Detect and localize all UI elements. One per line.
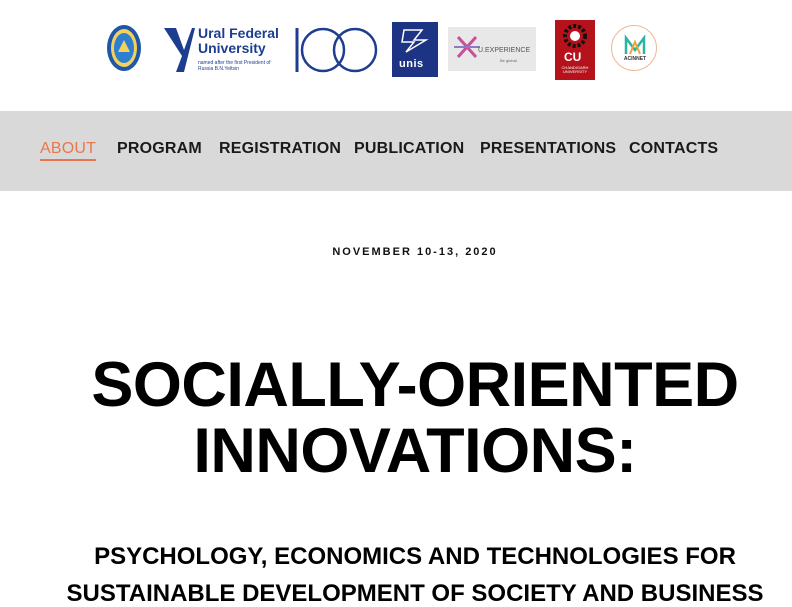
subtitle-line-2: SUSTAINABLE DEVELOPMENT OF SOCIETY AND BUSINESS bbox=[66, 580, 764, 607]
page-title bbox=[0, 352, 792, 484]
urfu-logo bbox=[162, 26, 280, 76]
nav-item-registration[interactable]: REGISTRATION bbox=[219, 140, 342, 157]
title-line-1: SOCIALLY-ORIENTED bbox=[91, 350, 739, 420]
logo-bar bbox=[0, 0, 792, 111]
subtitle-line-1: PSYCHOLOGY, ECONOMICS AND TECHNOLOGIES FOR bbox=[94, 543, 736, 570]
urfu-100-logo bbox=[293, 24, 383, 76]
nav-item-about[interactable]: ABOUT bbox=[40, 140, 96, 161]
nav-item-contacts[interactable]: CONTACTS bbox=[629, 140, 719, 157]
main-nav bbox=[0, 111, 792, 191]
nav-item-presentations[interactable]: PRESENTATIONS bbox=[480, 140, 617, 157]
uexperience-logo bbox=[448, 27, 536, 71]
emblem-logo bbox=[106, 24, 142, 72]
unis-label: unis bbox=[399, 58, 424, 70]
acinnet-logo bbox=[611, 25, 657, 71]
title-line-2: INNOVATIONS: bbox=[193, 416, 637, 486]
urfu-subtext: named after the first President of Russia B.N.Yeltsin bbox=[198, 60, 271, 72]
uexperience-label: U.EXPERIENCE bbox=[478, 47, 531, 54]
urfu-name-line1: Ural Federal bbox=[198, 25, 279, 41]
page-subtitle bbox=[0, 538, 792, 607]
uexperience-tagline: Be global bbox=[500, 58, 517, 63]
unis-logo bbox=[392, 22, 438, 77]
cu-logo bbox=[555, 20, 595, 80]
cu-label: CU bbox=[564, 50, 582, 64]
acinnet-label: ACINNET bbox=[623, 56, 647, 62]
event-date: NOVEMBER 10-13, 2020 bbox=[332, 246, 498, 258]
cu-subtext: CHANDIGARH UNIVERSITY bbox=[561, 65, 589, 74]
nav-item-program[interactable]: PROGRAM bbox=[117, 140, 202, 157]
urfu-name-line2: University bbox=[198, 40, 266, 56]
nav-item-publication[interactable]: PUBLICATION bbox=[354, 140, 465, 157]
